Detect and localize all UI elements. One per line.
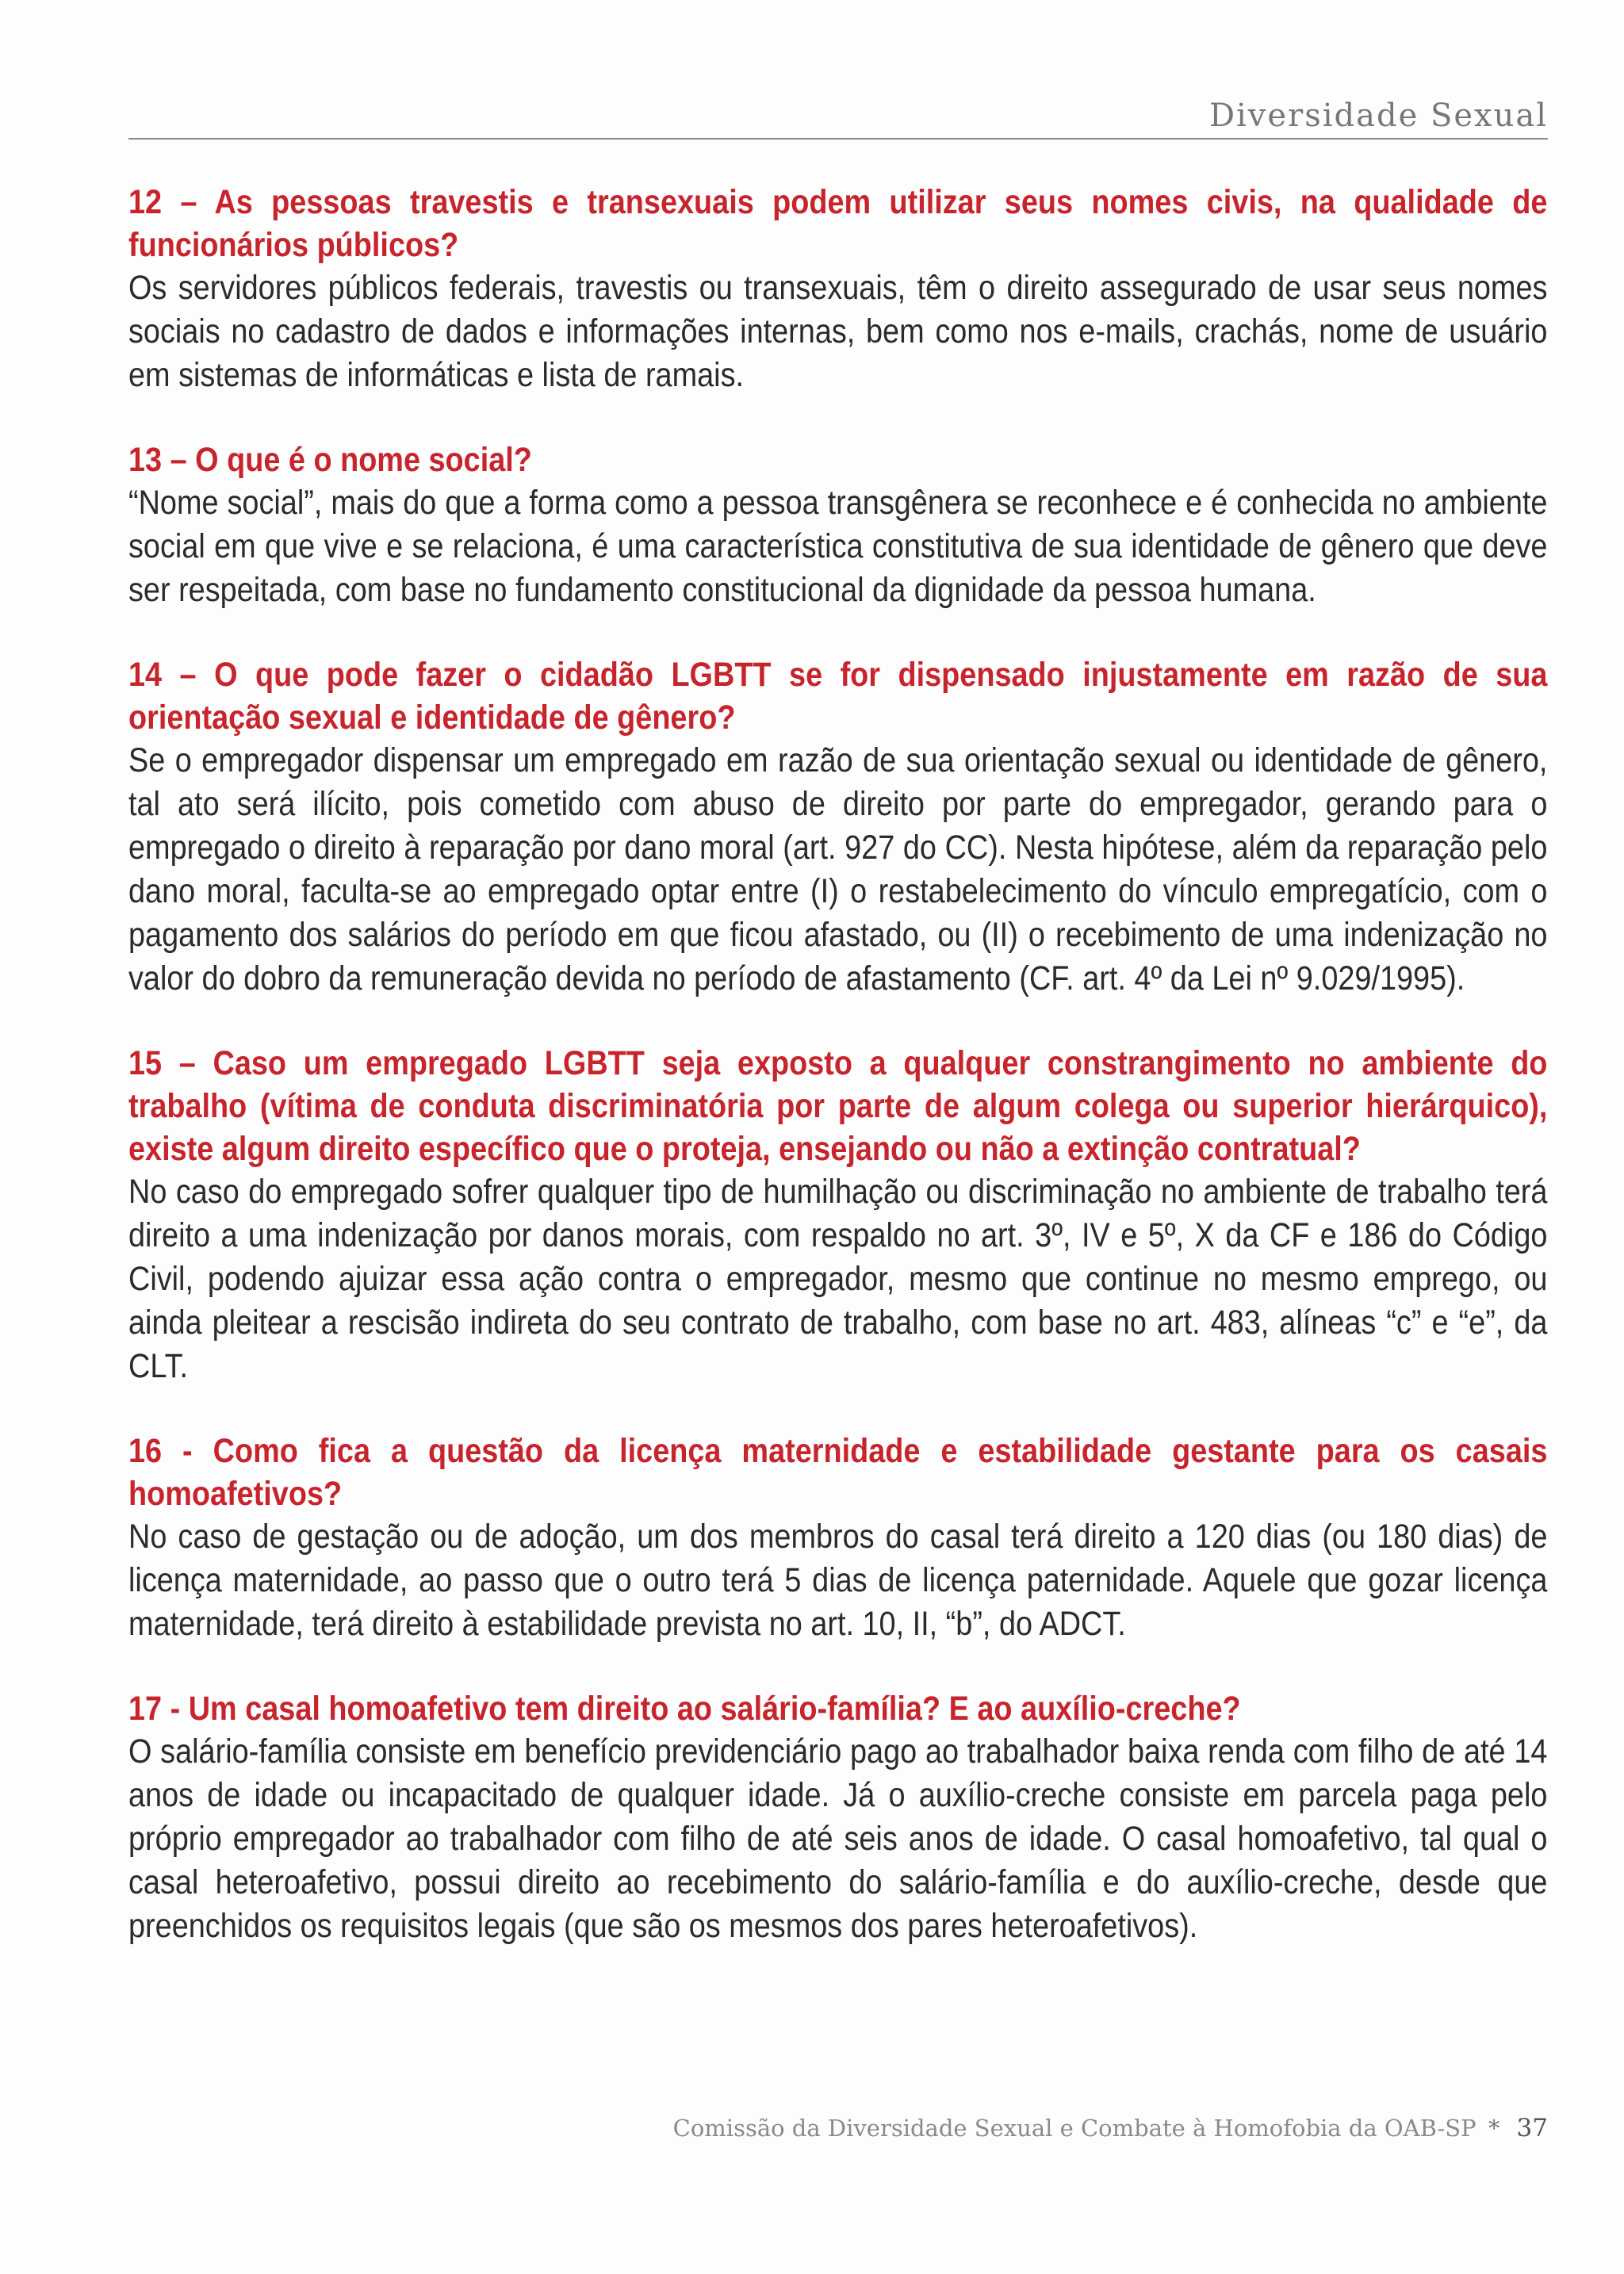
question: 16 - Como fica a questão da licença maternidade e estabilidade gestante para os casais homoafetivos? bbox=[128, 1432, 1548, 1513]
page-content bbox=[128, 181, 1548, 1989]
running-head bbox=[128, 97, 1548, 140]
answer: No caso do empregado sofrer qualquer tipo de humilhação ou discriminação no ambiente de trabalho terá direito a uma indenização por danos morais, com respaldo no art. 3º, IV e 5º, X da CF e 186 do Código Civil, podendo ajuizar essa ação contra o empregador, mesmo que continue no mesmo emprego, ou ainda pleitear a rescisão indireta do seu contrato de trabalho, com base no art. 483, alíneas “c” e “e”, da CLT. bbox=[128, 1173, 1548, 1385]
question: 17 - Um casal homoafetivo tem direito ao salário-família? E ao auxílio-creche? bbox=[128, 1690, 1241, 1728]
answer: Se o empregador dispensar um empregado em razão de sua orientação sexual ou identidade de gênero, tal ato será ilícito, pois cometido com abuso de direito por parte do empregador, gerando para o empregado o direito à reparação por dano moral (art. 927 do CC). Nesta hipótese, além da reparação pelo dano moral, faculta-se ao empregado optar entre (I) o restabelecimento do vínculo empregatício, com o pagamento dos salários do período em que ficou afastado, ou (II) o recebimento de uma indenização no valor do dobro da remuneração devida no período de afastamento (CF. art. 4º da Lei nº 9.029/1995). bbox=[128, 741, 1548, 997]
question: 15 – Caso um empregado LGBTT seja exposto a qualquer constrangimento no ambiente do trabalho (vítima de conduta discriminatória por parte de algum colega ou superior hierárquico), existe algum direito específico que o proteja, ensejando ou não a extinção contratual? bbox=[128, 1044, 1548, 1168]
qa-item bbox=[128, 653, 1548, 1001]
answer: “Nome social”, mais do que a forma como a pessoa transgênera se reconhece e é conhecida no ambiente social em que vive e se relaciona, é uma característica constitutiva de sua identidade de gênero que deve ser respeitada, com base no fundamento constitucional da dignidade da pessoa humana. bbox=[128, 484, 1548, 609]
qa-item bbox=[128, 1430, 1548, 1646]
running-head-title: Diversidade Sexual bbox=[1208, 98, 1548, 134]
qa-item bbox=[128, 181, 1548, 397]
footer-separator: * bbox=[1488, 2115, 1500, 2142]
page-number: 37 bbox=[1516, 2114, 1548, 2142]
question: 14 – O que pode fazer o cidadão LGBTT se for dispensado injustamente em razão de sua orientação sexual e identidade de gênero? bbox=[128, 656, 1548, 737]
answer: Os servidores públicos federais, travestis ou transexuais, têm o direito assegurado de usar seus nomes sociais no cadastro de dados e informações internas, bem como nos e-mails, crachás, nome de usuário em sistemas de informáticas e lista de ramais. bbox=[128, 269, 1548, 394]
question: 13 – O que é o nome social? bbox=[128, 441, 532, 479]
answer: O salário-família consiste em benefício previdenciário pago ao trabalhador baixa renda com filho de até 14 anos de idade ou incapacitado de qualquer idade. Já o auxílio-creche consiste em parcela paga pelo próprio empregador ao trabalhador com filho de até seis anos de idade. O casal homoafetivo, tal qual o casal heteroafetivo, possui direito ao recebimento do salário-família e do auxílio-creche, desde que preenchidos os requisitos legais (que são os mesmos dos pares heteroafetivos). bbox=[128, 1732, 1548, 1945]
answer: No caso de gestação ou de adoção, um dos membros do casal terá direito a 120 dias (ou 180 dias) de licença maternidade, ao passo que o outro terá 5 dias de licença paternidade. Aquele que gozar licença maternidade, terá direito à estabilidade prevista no art. 10, II, “b”, do ADCT. bbox=[128, 1518, 1548, 1643]
qa-item bbox=[128, 1042, 1548, 1388]
footer-text: Comissão da Diversidade Sexual e Combate à Homofobia da OAB-SP bbox=[672, 2115, 1477, 2142]
page-footer bbox=[673, 2114, 1548, 2142]
question: 12 – As pessoas travestis e transexuais podem utilizar seus nomes civis, na qualidade de funcionários públicos? bbox=[128, 183, 1548, 264]
qa-item bbox=[128, 438, 1548, 612]
qa-item bbox=[128, 1687, 1548, 1948]
